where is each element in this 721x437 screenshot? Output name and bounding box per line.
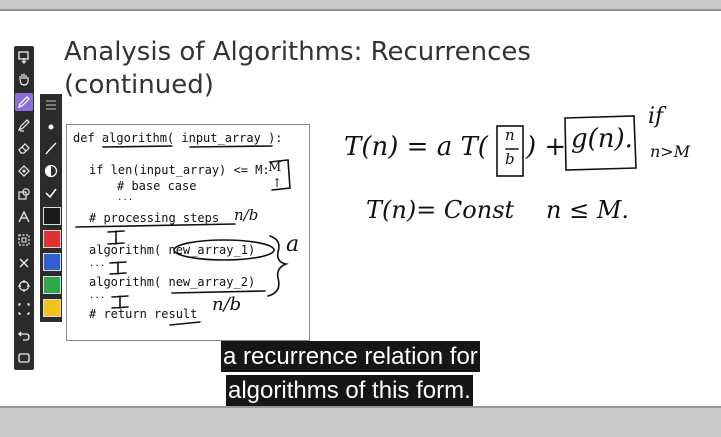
- code-line-if: if len(input_array) <= M:: [89, 163, 270, 177]
- close-icon[interactable]: [15, 254, 33, 272]
- select-icon[interactable]: [15, 48, 33, 66]
- code-line-ellipsis-1: ...: [117, 193, 134, 203]
- caption-line-1: a recurrence relation for: [223, 343, 478, 370]
- code-line-call-1: algorithm( new_array_1): [89, 243, 256, 257]
- code-line-def: def algorithm( input_array ):: [73, 131, 283, 145]
- annotation-toolbar: [14, 46, 34, 370]
- slide-title-line1: Analysis of Algorithms: Recurrences: [64, 37, 531, 67]
- color-swatch-green[interactable]: [43, 276, 61, 294]
- image-icon[interactable]: [15, 231, 33, 249]
- code-line-processing: # processing steps: [89, 211, 220, 225]
- code-line-ellipsis-3: ...: [89, 291, 106, 301]
- dot-size-icon[interactable]: [42, 118, 60, 136]
- color-swatch-yellow[interactable]: [43, 299, 61, 317]
- color-swatch-red[interactable]: [43, 230, 61, 248]
- code-line-base-case: # base case: [117, 179, 197, 193]
- color-swatch-black[interactable]: [43, 207, 61, 225]
- caption-line-2: algorithms of this form.: [228, 377, 471, 404]
- present-icon[interactable]: [15, 349, 33, 367]
- code-line-call-2: algorithm( new_array_2): [89, 275, 256, 289]
- recurrence-if: if: [648, 104, 664, 129]
- eraser-icon[interactable]: [15, 139, 33, 157]
- window-bottom-bar: [0, 408, 721, 437]
- undo-icon[interactable]: [15, 326, 33, 344]
- code-box: [66, 124, 310, 341]
- fraction-numerator: n: [505, 126, 515, 144]
- color-swatch-blue[interactable]: [43, 253, 61, 271]
- base-equation: T(n)= Const: [366, 196, 515, 224]
- checkmark-icon[interactable]: [42, 184, 60, 202]
- target-icon[interactable]: [15, 277, 33, 295]
- pen-icon[interactable]: [15, 93, 33, 111]
- note-arrow: ↑: [272, 176, 283, 190]
- fraction-denominator: b: [505, 150, 515, 168]
- shape-icon[interactable]: [15, 185, 33, 203]
- fill-icon[interactable]: [15, 162, 33, 180]
- code-line-ellipsis-2: ...: [89, 259, 106, 269]
- note-a: a: [286, 232, 300, 257]
- note-n-over-b-1: n/b: [234, 206, 259, 224]
- recurrence-plus: ) +: [526, 132, 567, 162]
- note-n-over-b-2: n/b: [212, 294, 242, 315]
- slide-title-line2: (continued): [64, 70, 214, 100]
- hand-icon[interactable]: [15, 70, 33, 88]
- slide-title: [64, 36, 531, 102]
- menu-lines-icon[interactable]: [42, 96, 60, 114]
- text-icon[interactable]: [15, 208, 33, 226]
- code-line-return: # return result: [89, 307, 198, 321]
- crop-icon[interactable]: [15, 300, 33, 318]
- recurrence-condition: n>M: [650, 142, 691, 161]
- pen-options-panel: [40, 94, 62, 322]
- top-border: [0, 9, 721, 11]
- note-m: M: [268, 160, 282, 175]
- recurrence-g-term: g(n).: [571, 124, 633, 154]
- base-condition: n ≤ M.: [546, 196, 630, 224]
- highlighter-icon[interactable]: [15, 116, 33, 134]
- pen-stroke-icon[interactable]: [42, 140, 60, 158]
- recurrence-lhs: T(n) = a T(: [344, 132, 488, 162]
- opacity-icon[interactable]: [42, 162, 60, 180]
